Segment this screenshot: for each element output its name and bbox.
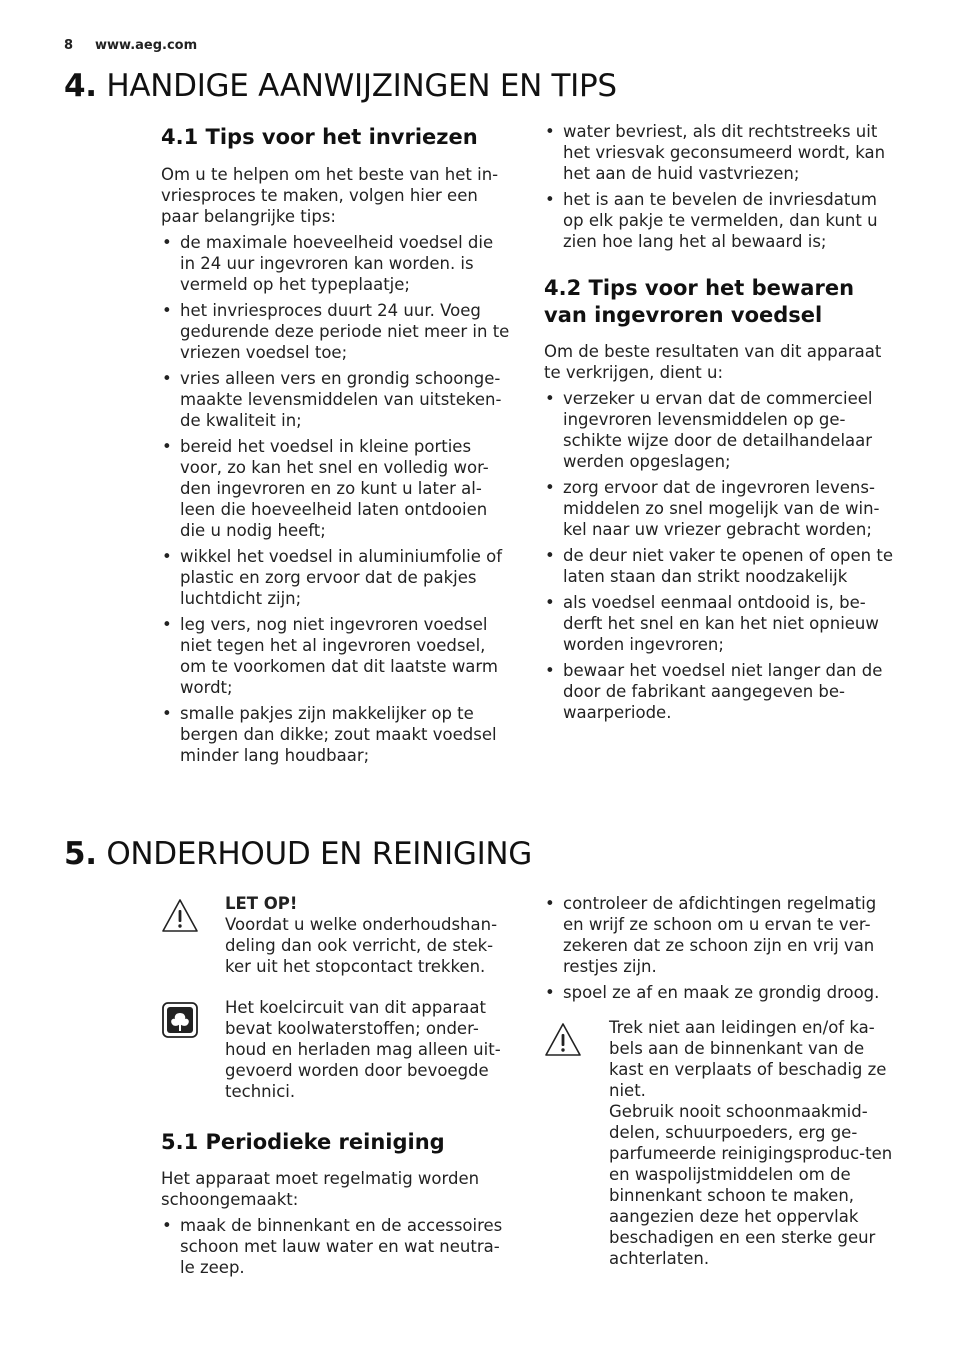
list-item: • bereid het voedsel in kleine porties voor, zo kan het snel en volledig wor-den ingevroren en zo kunt u later al-leen die hoeveelheid laten ontdooien die u nodig heeft; — [161, 436, 513, 541]
section-intro: Om u te helpen om het beste van het in-vriesproces te maken, volgen hier een paar belangrijke tips: — [161, 165, 499, 226]
section-4-1 — [161, 124, 513, 766]
list-item: • water bevriest, als dit rechtstreeks uit het vriesvak geconsumeerd wordt, kan het aan de huid vastvriezen; — [544, 121, 896, 184]
chapter-4-heading — [64, 68, 617, 104]
section-number: 4.2 — [544, 276, 582, 300]
chapter-title: ONDERHOUD EN REINIGING — [106, 836, 533, 872]
list-item: • maak de binnenkant en de accessoires schoon met lauw water en wat neutra-le zeep. — [161, 1215, 513, 1278]
list-item: • bewaar het voedsel niet langer dan de door de fabrikant aangegeven be-waarperiode. — [544, 660, 896, 723]
list-item: • verzeker u ervan dat de commercieel ingevroren levensmiddelen op ge-schikte wijze door de detailhandelaar werden opgeslagen; — [544, 388, 896, 472]
section-heading — [544, 275, 896, 329]
cleaning-list — [161, 1215, 513, 1278]
section-intro: Om de beste resultaten van dit apparaat te verkrijgen, dient u: — [544, 342, 882, 382]
section-title: Periodieke reiniging — [205, 1130, 445, 1154]
chapter-title: HANDIGE AANWIJZINGEN EN TIPS — [106, 68, 617, 104]
cleaning-list-continued — [544, 893, 896, 1003]
list-item: • de deur niet vaker te openen of open te laten staan dan strikt noodzakelijk — [544, 545, 896, 587]
environment-notice — [161, 997, 513, 1102]
section-heading — [161, 124, 513, 151]
section-number: 5.1 — [161, 1130, 199, 1154]
warning-triangle-icon — [161, 897, 199, 935]
tips-list — [161, 232, 513, 766]
list-item: • vries alleen vers en grondig schoonge-maakte levensmiddelen van uitsteken-de kwaliteit in; — [161, 368, 513, 431]
list-item: • de maximale hoeveelheid voedsel die in 24 uur ingevroren kan worden. is vermeld op het typeplaatje; — [161, 232, 513, 295]
list-item: • smalle pakjes zijn makkelijker op te bergen dan dikke; zout maakt voedsel minder lang houdbaar; — [161, 703, 513, 766]
list-item: • als voedsel eenmaal ontdooid is, be-derft het snel en kan het niet opnieuw worden ingevroren; — [544, 592, 896, 655]
section-number: 4.1 — [161, 125, 199, 149]
section-5-right-column — [544, 893, 896, 1003]
section-5-1 — [161, 1129, 513, 1278]
chapter-number: 5. — [64, 836, 97, 872]
warning-text-1: Trek niet aan leidingen en/of ka-bels aan de binnenkant van de kast en verplaats of beschadig ze niet. — [609, 1018, 887, 1100]
website-url: www.aeg.com — [95, 38, 198, 53]
section-title: Tips voor het bewaren van ingevroren voedsel — [544, 276, 855, 327]
tips-list-continued — [544, 121, 896, 252]
storage-tips-list — [544, 388, 896, 723]
section-intro: Het apparaat moet regelmatig worden schoongemaakt: — [161, 1169, 480, 1209]
list-item: • wikkel het voedsel in aluminiumfolie of plastic en zorg ervoor dat de pakjes luchtdicht zijn; — [161, 546, 513, 609]
list-item: • controleer de afdichtingen regelmatig en wrijf ze schoon om u ervan te ver-zekeren dat ze schoon zijn en vrij van restjes zijn. — [544, 893, 896, 977]
caution-notice — [161, 893, 513, 977]
list-item: • het invriesproces duurt 24 uur. Voeg gedurende deze periode niet meer in te vriezen voedsel toe; — [161, 300, 513, 363]
list-item: • zorg ervoor dat de ingevroren levens-middelen zo snel mogelijk van de win-kel naar uw vriezer gebracht worden; — [544, 477, 896, 540]
list-item: • leg vers, nog niet ingevroren voedsel niet tegen het al ingevroren voedsel, om te voorkomen dat dit laatste warm wordt; — [161, 614, 513, 698]
chapter-number: 4. — [64, 68, 97, 104]
caution-label: LET OP! — [225, 894, 298, 913]
warning-notice — [544, 1017, 896, 1269]
section-4-right-column — [544, 121, 896, 723]
warning-text-2: Gebruik nooit schoonmaakmid-delen, schuurpoeders, erg ge-parfumeerde reinigingsproduc-ten en waspolijstmiddelen om de binnenkant schoon te maken, aangezien deze het oppervlak beschadigen en een sterke geur achterlaten. — [609, 1102, 893, 1268]
recycle-environment-icon — [161, 1001, 199, 1039]
caution-text: Voordat u welke onderhoudshan-deling dan ook verricht, de stek-ker uit het stopcontact trekken. — [225, 915, 498, 976]
section-heading — [161, 1129, 513, 1156]
list-item: • het is aan te bevelen de invriesdatum op elk pakje te vermelden, dan kunt u zien hoe lang het al bewaard is; — [544, 189, 896, 252]
chapter-5-heading — [64, 836, 532, 872]
environment-text: Het koelcircuit van dit apparaat bevat koolwaterstoffen; onder-houd en herladen mag alleen uit-gevoerd worden door bevoegde technici. — [225, 998, 501, 1101]
section-title: Tips voor het invriezen — [205, 125, 478, 149]
list-item: • spoel ze af en maak ze grondig droog. — [544, 982, 896, 1003]
page-number: 8 — [64, 38, 74, 53]
warning-triangle-icon — [544, 1021, 582, 1059]
